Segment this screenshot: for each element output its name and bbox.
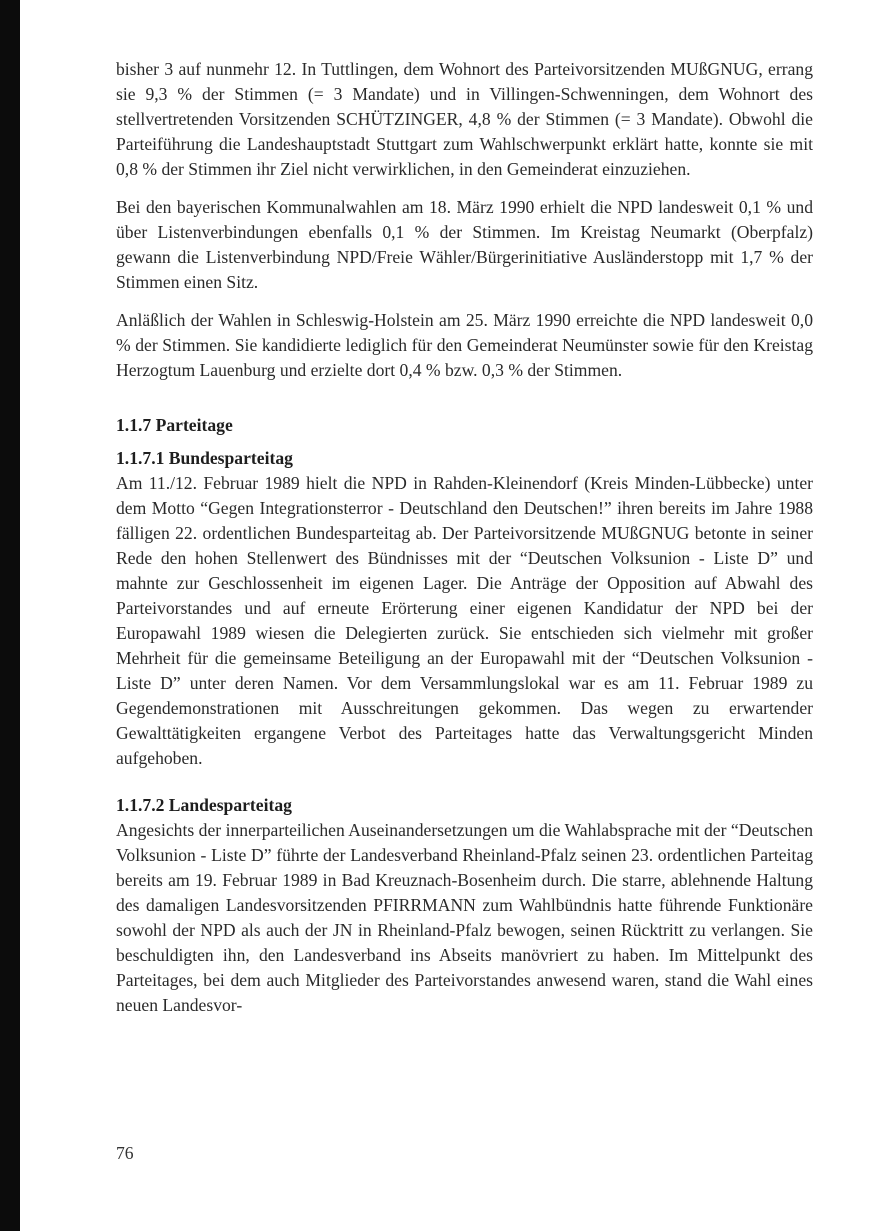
paragraph-municipal-results: bisher 3 auf nunmehr 12. In Tuttlingen, dem Wohnort des Parteivorsitzenden MUßGNUG, errang sie 9,3 % der Stimmen (= 3 Mandate) und in Villingen-Schwenningen, dem Wohnort des stellvertretenden Vorsitzenden SCHÜTZINGER, 4,8 % der Stimmen (= 3 Mandate). Obwohl die Parteiführung die Landeshauptstadt Stuttgart zum Wahlschwerpunkt erklärt hatte, konnte sie mit 0,8 % der Stimmen ihr Ziel nicht verwirklichen, in den Gemeinderat einzuziehen. <box>116 59 813 179</box>
paragraph-bavaria-election: Bei den bayerischen Kommunalwahlen am 18. März 1990 erhielt die NPD landesweit 0,1 % und über Listenverbindungen ebenfalls 0,1 % der Stimmen. Im Kreistag Neumarkt (Oberpfalz) gewann die Listenverbindung NPD/Freie Wähler/Bürgerinitiative Ausländerstopp mit 1,7 % der Stimmen einen Sitz. <box>116 197 813 292</box>
document-page <box>116 57 813 1018</box>
paragraph-bundesparteitag: Am 11./12. Februar 1989 hielt die NPD in Rahden-Kleinendorf (Kreis Minden-Lübbecke) unter dem Motto “Gegen Integrationsterror - Deutschland den Deutschen!” ihren bereits im Jahre 1988 fälligen 22. ordentlichen Bundesparteitag ab. Der Parteivorsitzende MUßGNUG betonte in seiner Rede den hohen Stellenwert des Bündnisses mit der “Deutschen Volksunion - Liste D” und mahnte zur Geschlossenheit im eigenen Lager. Die Anträge der Opposition auf Abwahl des Parteivorstandes und auf erneute Erörterung einer eigenen Kandidatur der NPD bei der Europawahl 1989 wiesen die Delegierten zurück. Sie entschieden sich vielmehr mit großer Mehrheit für die gemeinsame Beteiligung an der Europawahl mit der “Deutschen Volksunion - Liste D” unter deren Namen. Vor dem Versammlungslokal war es am 11. Februar 1989 zu Gegendemonstrationen mit Ausschreitungen gekommen. Das wegen zu erwartender Gewalttätigkeiten ergangene Verbot des Parteitages hatte das Verwaltungsgericht Minden aufgehoben. <box>116 473 813 768</box>
subsection-heading-bundesparteitag: 1.1.7.1 Bundesparteitag <box>116 448 293 468</box>
subsection-heading-landesparteitag: 1.1.7.2 Landesparteitag <box>116 795 292 815</box>
paragraph-landesparteitag: Angesichts der innerparteilichen Auseinandersetzungen um die Wahlabsprache mit der “Deutschen Volksunion - Liste D” führte der Landesverband Rheinland-Pfalz seinen 23. ordentlichen Parteitag bereits am 19. Februar 1989 in Bad Kreuznach-Bosenheim durch. Die starre, ablehnende Haltung des damaligen Landesvorsitzenden PFIRRMANN zum Wahlbündnis hatte führende Funktionäre sowohl der NPD als auch der JN in Rheinland-Pfalz bewogen, seinen Rücktritt zu verlangen. Sie beschuldigten ihn, den Landesverband ins Abseits manövriert zu haben. Im Mittelpunkt des Parteitages, bei dem auch Mitglieder des Parteivorstandes anwesend waren, stand die Wahl eines neuen Landesvor- <box>116 820 813 1015</box>
paragraph-schleswig-holstein-election: Anläßlich der Wahlen in Schleswig-Holstein am 25. März 1990 erreichte die NPD landesweit 0,0 % der Stimmen. Sie kandidierte lediglich für den Gemeinderat Neumünster sowie für den Kreistag Herzogtum Lauenburg und erzielte dort 0,4 % bzw. 0,3 % der Stimmen. <box>116 310 813 380</box>
section-heading-parteitage: 1.1.7 Parteitage <box>116 415 233 435</box>
scan-border <box>0 0 20 1231</box>
page-number: 76 <box>116 1143 134 1163</box>
